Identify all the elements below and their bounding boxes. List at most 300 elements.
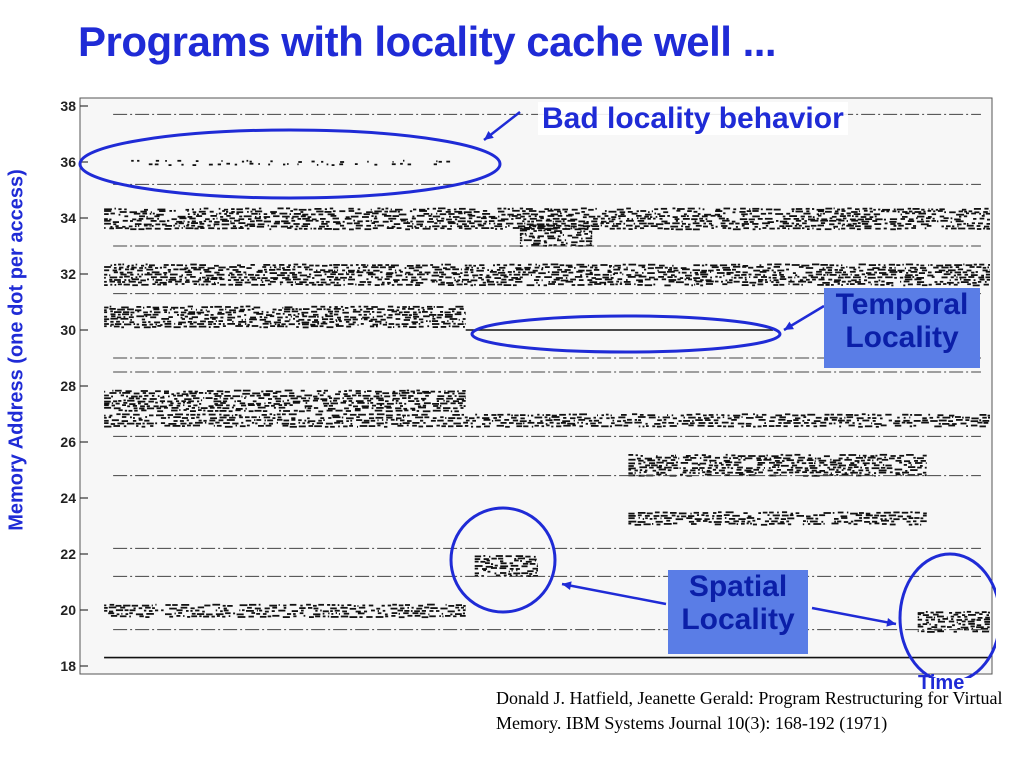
- access-dot: [453, 273, 460, 275]
- access-dot: [400, 420, 405, 422]
- access-dot: [625, 283, 631, 285]
- access-dot: [618, 267, 621, 269]
- access-dot: [577, 232, 581, 234]
- access-dot: [850, 472, 858, 474]
- access-dot: [433, 272, 438, 274]
- access-dot: [309, 425, 314, 427]
- access-dot: [270, 323, 272, 325]
- access-dot: [750, 221, 754, 223]
- access-dot: [232, 321, 234, 323]
- access-dot: [802, 420, 804, 422]
- access-dot: [146, 218, 154, 220]
- access-dot: [769, 420, 774, 422]
- access-dot: [229, 212, 233, 214]
- access-dot: [184, 226, 185, 228]
- access-dot: [121, 326, 124, 328]
- access-dot: [139, 215, 145, 217]
- access-dot: [143, 398, 147, 400]
- access-dot: [914, 414, 922, 416]
- access-dot: [236, 425, 237, 427]
- access-dot: [311, 325, 318, 327]
- access-dot: [462, 223, 467, 225]
- access-dot: [591, 233, 592, 235]
- access-dot: [356, 400, 364, 402]
- access-dot: [586, 276, 588, 278]
- access-dot: [928, 272, 932, 274]
- access-dot: [273, 278, 277, 280]
- access-dot: [628, 523, 631, 525]
- access-dot: [740, 218, 747, 220]
- access-dot: [358, 414, 366, 416]
- access-dot: [914, 460, 918, 462]
- access-dot: [920, 465, 923, 467]
- access-dot: [308, 316, 316, 318]
- access-dot: [221, 393, 223, 395]
- access-dot: [694, 211, 698, 213]
- access-dot: [734, 277, 737, 279]
- access-dot: [538, 229, 542, 231]
- access-dot: [486, 275, 489, 277]
- access-dot: [314, 319, 318, 321]
- access-dot: [341, 306, 343, 308]
- access-dot: [838, 220, 844, 222]
- access-dot: [535, 215, 537, 217]
- access-dot: [177, 405, 181, 407]
- access-dot: [455, 306, 463, 308]
- access-dot: [402, 308, 405, 310]
- access-dot: [399, 390, 406, 392]
- access-dot: [779, 416, 786, 418]
- access-dot: [650, 216, 652, 218]
- access-dot: [871, 422, 872, 424]
- access-dot: [734, 417, 740, 419]
- access-dot: [440, 405, 441, 407]
- access-dot: [876, 426, 879, 428]
- access-dot: [104, 213, 109, 215]
- access-dot: [426, 320, 428, 322]
- access-dot: [358, 284, 364, 286]
- access-dot: [184, 326, 187, 328]
- access-dot: [285, 306, 293, 308]
- access-dot: [356, 611, 361, 613]
- access-dot: [104, 426, 111, 428]
- access-dot: [513, 271, 515, 273]
- access-dot: [280, 272, 287, 274]
- access-dot: [820, 220, 828, 222]
- access-dot: [402, 314, 408, 316]
- access-dot: [828, 269, 832, 271]
- access-dot: [175, 227, 180, 229]
- access-dot: [548, 271, 550, 273]
- access-dot: [952, 225, 954, 227]
- access-dot: [215, 422, 219, 424]
- access-dot: [120, 272, 124, 274]
- access-dot: [638, 220, 645, 222]
- access-dot: [722, 220, 730, 222]
- access-dot: [196, 309, 197, 311]
- access-dot: [798, 457, 805, 459]
- access-dot: [594, 417, 597, 419]
- access-dot: [104, 610, 107, 612]
- access-dot: [163, 266, 166, 268]
- access-dot: [230, 221, 231, 223]
- access-dot: [663, 274, 667, 276]
- access-dot: [222, 228, 228, 230]
- access-dot: [978, 617, 983, 619]
- access-dot: [926, 462, 927, 464]
- access-dot: [377, 423, 384, 425]
- access-dot: [175, 414, 183, 416]
- access-dot: [752, 520, 755, 522]
- access-dot: [326, 225, 328, 227]
- access-dot: [963, 271, 968, 273]
- access-dot: [302, 322, 310, 324]
- access-dot: [290, 404, 293, 406]
- access-dot: [954, 614, 959, 616]
- access-dot: [965, 274, 969, 276]
- access-dot: [868, 472, 870, 474]
- access-dot: [122, 416, 126, 418]
- y-tick-label: 28: [60, 378, 76, 394]
- access-dot: [133, 405, 137, 407]
- access-dot: [148, 266, 152, 268]
- access-dot: [638, 419, 641, 421]
- access-dot: [124, 279, 126, 281]
- access-dot: [161, 609, 164, 611]
- access-dot: [943, 417, 951, 419]
- access-dot: [354, 605, 356, 607]
- access-dot: [923, 455, 927, 457]
- access-dot: [219, 309, 223, 311]
- access-dot: [145, 315, 147, 317]
- y-tick-label: 30: [60, 322, 76, 338]
- access-dot: [864, 279, 867, 281]
- access-dot: [950, 279, 951, 281]
- access-dot: [917, 221, 924, 223]
- access-dot: [762, 227, 766, 229]
- access-dot: [780, 278, 787, 280]
- access-dot: [773, 272, 776, 274]
- access-dot: [342, 228, 346, 230]
- access-dot: [545, 416, 548, 418]
- access-dot: [306, 220, 313, 222]
- access-dot: [314, 407, 318, 409]
- access-dot: [736, 271, 741, 273]
- access-dot: [319, 214, 324, 216]
- access-dot: [283, 605, 286, 607]
- access-dot: [190, 264, 197, 266]
- access-dot: [891, 455, 896, 457]
- access-dot: [209, 414, 216, 416]
- access-dot: [722, 283, 727, 285]
- access-dot: [445, 264, 451, 266]
- access-dot: [504, 419, 509, 421]
- access-dot: [811, 225, 817, 227]
- access-dot: [806, 279, 810, 281]
- access-dot: [791, 513, 793, 515]
- access-dot: [808, 275, 813, 277]
- access-dot: [476, 270, 484, 272]
- access-dot: [186, 274, 192, 276]
- access-dot: [356, 225, 363, 227]
- access-dot: [203, 420, 206, 422]
- access-dot: [420, 613, 426, 615]
- access-dot: [689, 521, 694, 523]
- access-dot: [948, 420, 953, 422]
- access-dot: [765, 281, 768, 283]
- access-dot: [359, 314, 362, 316]
- access-dot: [143, 423, 145, 425]
- access-dot: [933, 267, 938, 269]
- access-dot: [548, 237, 556, 239]
- access-dot: [835, 211, 839, 213]
- access-dot: [236, 213, 239, 215]
- access-dot: [370, 398, 373, 400]
- access-dot: [329, 321, 334, 323]
- access-dot: [561, 223, 566, 225]
- access-dot: [859, 455, 860, 457]
- access-dot: [923, 614, 929, 616]
- access-dot: [429, 610, 433, 612]
- access-dot: [202, 213, 206, 215]
- access-dot: [695, 518, 702, 520]
- access-dot: [395, 270, 396, 272]
- access-dot: [799, 225, 802, 227]
- access-dot: [458, 402, 463, 404]
- access-dot: [976, 626, 984, 628]
- access-dot: [448, 395, 452, 397]
- access-dot: [655, 213, 657, 215]
- access-dot: [830, 274, 837, 276]
- access-dot: [279, 404, 283, 406]
- access-dot: [940, 220, 947, 222]
- access-dot: [243, 272, 246, 274]
- access-dot: [463, 609, 466, 611]
- access-dot: [906, 264, 913, 266]
- access-dot: [293, 613, 296, 615]
- access-dot: [432, 320, 438, 322]
- access-dot: [613, 223, 614, 225]
- access-dot: [334, 314, 338, 316]
- access-dot: [638, 463, 641, 465]
- access-dot: [810, 220, 818, 222]
- access-dot: [252, 325, 259, 327]
- access-dot: [296, 226, 299, 228]
- access-dot: [329, 405, 333, 407]
- access-dot: [956, 214, 964, 216]
- access-dot: [543, 414, 544, 416]
- access-dot: [231, 274, 235, 276]
- access-dot: [932, 220, 936, 222]
- access-dot: [647, 272, 655, 274]
- access-dot: [964, 279, 971, 281]
- access-dot: [553, 227, 560, 229]
- access-dot: [369, 417, 374, 419]
- access-dot: [361, 264, 366, 266]
- access-dot: [963, 264, 964, 266]
- access-dot: [418, 309, 420, 311]
- access-dot: [149, 264, 155, 266]
- access-dot: [905, 223, 911, 225]
- access-dot: [193, 425, 200, 427]
- access-dot: [714, 465, 718, 467]
- access-dot: [226, 163, 230, 165]
- access-dot: [627, 419, 632, 421]
- access-dot: [758, 284, 764, 286]
- access-dot: [736, 226, 738, 228]
- access-dot: [879, 470, 887, 472]
- access-dot: [748, 267, 753, 269]
- access-dot: [393, 279, 399, 281]
- access-dot: [240, 604, 248, 606]
- access-dot: [592, 225, 599, 227]
- access-dot: [372, 222, 376, 224]
- access-dot: [432, 225, 439, 227]
- access-dot: [773, 277, 777, 279]
- access-dot: [640, 414, 644, 416]
- access-dot: [445, 615, 451, 617]
- access-dot: [411, 277, 416, 279]
- access-dot: [427, 273, 429, 275]
- access-dot: [918, 213, 926, 215]
- access-dot: [179, 225, 180, 227]
- access-dot: [581, 238, 583, 240]
- access-dot: [181, 164, 183, 166]
- access-dot: [758, 281, 763, 283]
- access-dot: [905, 279, 913, 281]
- access-dot: [962, 417, 964, 419]
- access-dot: [951, 217, 953, 219]
- access-dot: [971, 272, 974, 274]
- access-dot: [235, 284, 242, 286]
- access-dot: [209, 164, 213, 166]
- access-dot: [424, 607, 429, 609]
- access-dot: [838, 223, 841, 225]
- access-dot: [709, 414, 714, 416]
- access-dot: [115, 390, 122, 392]
- access-dot: [561, 218, 566, 220]
- access-dot: [643, 518, 644, 520]
- access-dot: [647, 513, 653, 515]
- access-dot: [980, 414, 987, 416]
- access-dot: [583, 222, 588, 224]
- access-dot: [189, 318, 193, 320]
- access-dot: [749, 274, 752, 276]
- access-dot: [240, 402, 246, 404]
- access-dot: [301, 215, 306, 217]
- access-dot: [755, 274, 761, 276]
- access-dot: [353, 319, 358, 321]
- access-dot: [593, 223, 598, 225]
- access-dot: [307, 417, 310, 419]
- access-dot: [909, 517, 914, 519]
- access-dot: [342, 270, 345, 272]
- access-dot: [443, 407, 450, 409]
- access-dot: [241, 279, 244, 281]
- access-dot: [312, 161, 315, 163]
- access-dot: [374, 164, 377, 166]
- access-dot: [598, 422, 602, 424]
- access-dot: [979, 213, 981, 215]
- access-dot: [285, 316, 287, 318]
- access-dot: [968, 621, 975, 623]
- access-dot: [424, 416, 429, 418]
- access-dot: [437, 395, 444, 397]
- access-dot: [569, 272, 574, 274]
- access-dot: [355, 212, 362, 214]
- access-dot: [699, 422, 706, 424]
- access-dot: [398, 326, 400, 328]
- access-dot: [489, 556, 490, 558]
- access-dot: [204, 271, 211, 273]
- access-dot: [921, 517, 924, 519]
- access-dot: [251, 284, 258, 286]
- access-dot: [283, 410, 290, 412]
- access-dot: [396, 410, 403, 412]
- access-dot: [229, 615, 231, 617]
- access-dot: [703, 415, 707, 417]
- access-dot: [292, 216, 298, 218]
- access-dot: [859, 264, 866, 266]
- access-dot: [573, 414, 578, 416]
- access-dot: [499, 416, 501, 418]
- access-dot: [346, 321, 350, 323]
- access-dot: [928, 264, 929, 266]
- access-dot: [936, 265, 943, 267]
- access-dot: [950, 272, 952, 274]
- access-dot: [530, 233, 533, 235]
- access-dot: [420, 420, 423, 422]
- access-dot: [618, 215, 626, 217]
- access-dot: [386, 419, 388, 421]
- access-dot: [566, 215, 572, 217]
- access-dot: [835, 272, 842, 274]
- access-dot: [895, 469, 903, 471]
- access-dot: [956, 419, 963, 421]
- access-dot: [664, 285, 670, 287]
- access-dot: [122, 264, 124, 266]
- access-dot: [881, 467, 885, 469]
- access-dot: [123, 402, 127, 404]
- access-dot: [338, 426, 340, 428]
- access-dot: [637, 284, 642, 286]
- access-dot: [376, 407, 384, 409]
- access-dot: [180, 423, 186, 425]
- access-dot: [136, 306, 141, 308]
- access-dot: [537, 227, 544, 229]
- access-dot: [788, 523, 791, 525]
- access-dot: [849, 267, 855, 269]
- access-dot: [269, 605, 277, 607]
- access-dot: [986, 271, 990, 273]
- access-dot: [138, 225, 139, 227]
- access-dot: [729, 457, 731, 459]
- access-dot: [557, 239, 561, 241]
- access-dot: [498, 220, 505, 222]
- access-dot: [139, 408, 144, 410]
- access-dot: [939, 423, 941, 425]
- access-dot: [210, 407, 215, 409]
- access-dot: [774, 209, 781, 211]
- access-dot: [512, 210, 520, 212]
- access-dot: [511, 565, 519, 567]
- access-dot: [530, 225, 537, 227]
- access-dot: [961, 627, 969, 629]
- access-dot: [312, 277, 314, 279]
- access-dot: [546, 414, 551, 416]
- access-dot: [366, 225, 371, 227]
- access-dot: [157, 209, 165, 211]
